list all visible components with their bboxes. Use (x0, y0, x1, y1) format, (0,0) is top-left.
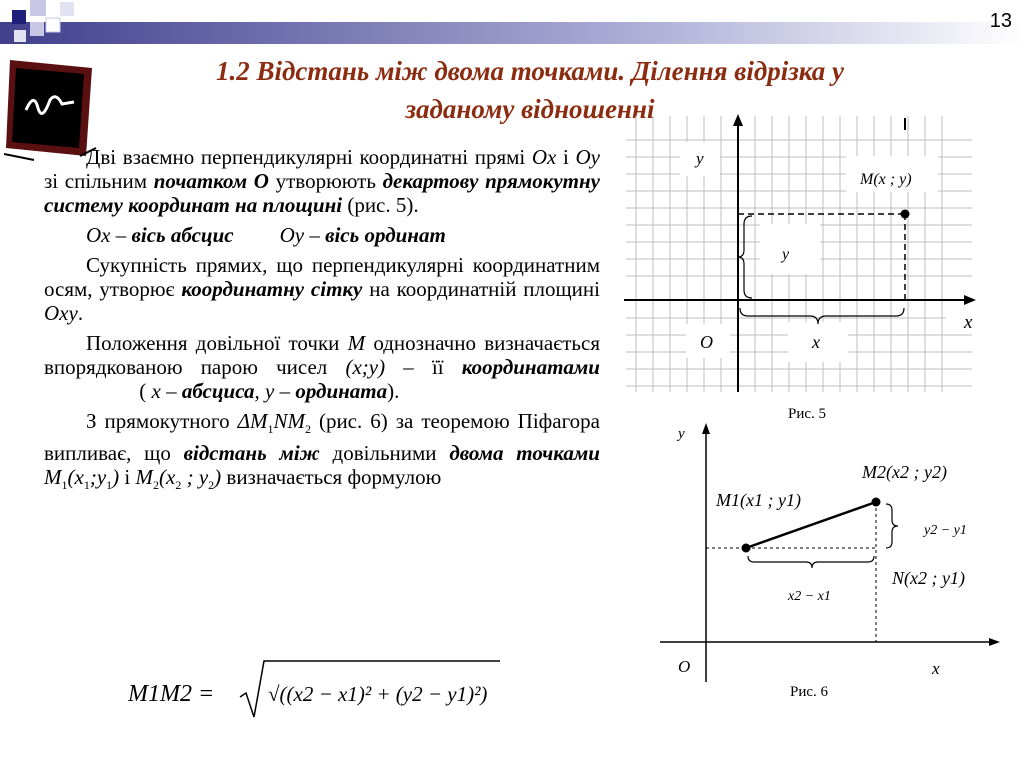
fig6-y-label: y (678, 426, 685, 442)
paragraph-grid: Сукупність прямих, що перпендикулярні координатним осям, утворює координатну сітку на координатній площині Oxy. (44, 253, 600, 325)
figure-5-grid (620, 112, 980, 394)
paragraph-axes: Ox – вісь абсцис Oy – вісь ординат (86, 223, 446, 247)
fig6-x-label: x (932, 659, 940, 678)
title-line-2: заданому відношенні (405, 94, 655, 124)
page-number: 13 (989, 10, 1012, 32)
figure-6-distance (656, 420, 1006, 690)
fig6-n-label: N(x2 ; y1) (892, 568, 965, 588)
distance-formula (128, 655, 508, 725)
fig5-y-label: y (696, 149, 704, 168)
fig6-m1-label: M1(x1 ; y1) (716, 490, 801, 510)
paragraph-coordinate-system: Дві взаємно перпендикулярні координатні прямі Ox і Oy зі спільним початком O утворюють декартову прямокутну систему координат на площині (рис. 5). (44, 145, 600, 217)
fig5-x-label: x (964, 312, 973, 333)
fig6-dy-label: y2 − y1 (924, 523, 967, 538)
point-m2 (872, 498, 881, 507)
title-line-1: 1.2 Відстань між двома точками. Ділення відрізка у (215, 56, 845, 86)
figure-5-caption: Рис. 5 (788, 406, 827, 422)
corner-decoration (0, 0, 1024, 50)
formula-lhs: M1M2 = (128, 681, 215, 707)
point-m (901, 210, 910, 219)
fig6-origin: O (678, 657, 691, 676)
figure-6-caption: Рис. 6 (790, 684, 829, 700)
paragraph-distance: З прямокутного $\Delta M_1NM_2$ (рис. 6) за теоремою Піфагора випливає, що відстань між довільними двома точками $M_1(x_1;y_1)$ і $M_2(x_2$ ; $y_2$) визначається формулою (44, 409, 600, 493)
body-text (44, 145, 600, 503)
fig5-brace-y: y (782, 246, 790, 263)
fig5-brace-x: x (812, 332, 820, 352)
fig5-point-label: M(x ; y) (860, 171, 912, 188)
fig5-origin: O (700, 332, 713, 352)
paragraph-point-coordinates: Положення довільної точки M однозначно визначається впорядкованою парою чисел (x;y) – її координатами ( x – абсциса, y – ордината). (44, 331, 600, 403)
fig6-dx-label: x2 − x1 (788, 589, 831, 604)
point-m1 (742, 544, 751, 553)
formula-rhs: √((x2 − x1)² + (y2 − y1)²) (268, 682, 488, 706)
fig6-m2-label: M2(x2 ; y2) (862, 462, 947, 482)
